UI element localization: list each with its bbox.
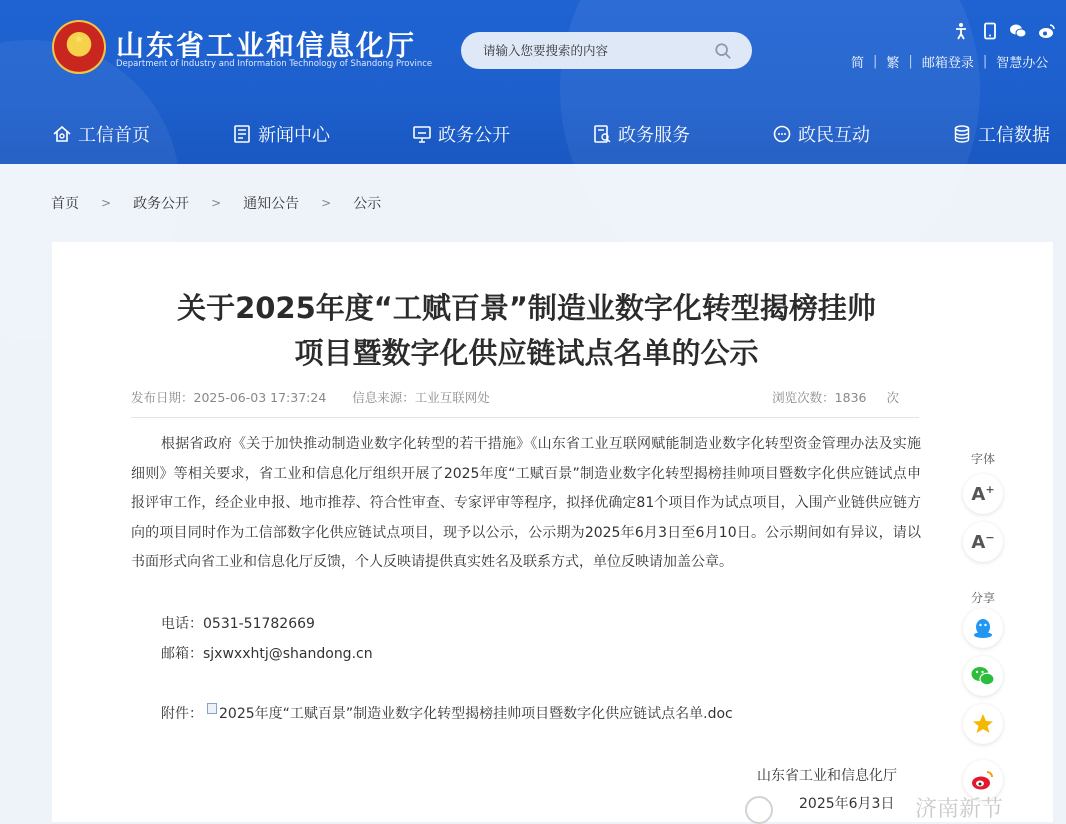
attachment-link[interactable]: 2025年度“工赋百景”制造业数字化转型揭榜挂帅项目暨数字化供应链试点名单.doc	[219, 706, 733, 722]
nav-item-industry-data[interactable]	[952, 120, 1050, 148]
nav-item-government-affairs[interactable]	[412, 120, 510, 148]
wechat-icon	[970, 664, 996, 688]
publish-date-label: 发布日期：	[131, 390, 194, 405]
font-decrease-button[interactable]: A−	[963, 522, 1003, 562]
email-login-link[interactable]: 邮箱登录	[921, 55, 974, 71]
phone-label: 电话：	[161, 616, 203, 632]
national-emblem-logo[interactable]	[52, 20, 106, 74]
breadcrumb-notices[interactable]: 通知公告	[243, 196, 300, 212]
share-label: 分享	[971, 591, 996, 605]
view-count-unit: 次	[886, 390, 899, 405]
chevron-right-icon: >	[321, 196, 332, 210]
qq-icon	[971, 616, 995, 640]
search-box	[461, 32, 752, 69]
nav-label: 工信数据	[978, 125, 1050, 146]
nav-item-home[interactable]	[52, 120, 150, 148]
service-icon	[592, 124, 612, 144]
source-label: 信息来源：	[352, 390, 415, 405]
breadcrumb-public-notice[interactable]: 公示	[353, 196, 382, 212]
email-label: 邮箱：	[161, 646, 203, 662]
article-paragraph: 根据省政府《关于加快推动制造业数字化转型的若干措施》《山东省工业互联网赋能制造业数字化转型资金管理办法及实施细则》等相关要求，省工业和信息化厅组织开展了2025年度“工赋百景”制造业数字化转型揭榜挂帅项目暨数字化供应链试点申报评审工作，经企业申报、地市推荐、符合性审查、专家评审等程序，拟择优确定81个项目作为试点项目，入围产业链供应链方向的项目同时作为工信部数字化供应链试点项目，现予以公示，公示期为2025年6月3日至6月10日。公示期间如有异议，请以书面形式向省工业和信息化厅反馈，个人反映请提供真实姓名及联系方式，单位反映请加盖公章。	[131, 436, 921, 570]
accessibility-icon[interactable]	[952, 22, 970, 40]
weibo-icon	[970, 768, 996, 792]
article-meta	[131, 388, 919, 408]
site-subtitle: Department of Industry and Information Technology of Shandong Province	[116, 59, 433, 69]
site-title[interactable]: 山东省工业和信息化厅	[116, 29, 417, 62]
nav-label: 政务公开	[438, 125, 510, 146]
watermark-text: 济南新节	[915, 797, 1004, 822]
signature: 山东省工业和信息化厅	[757, 768, 897, 784]
meta-divider	[131, 417, 919, 418]
monitor-icon	[412, 124, 432, 144]
article-title-line: 关于2025年度“工赋百景”制造业数字化转型揭榜挂帅	[177, 291, 876, 325]
nav-label: 工信首页	[78, 125, 150, 146]
share-qq-button[interactable]	[963, 608, 1003, 648]
font-size-label: 字体	[971, 452, 996, 466]
breadcrumb-government-affairs[interactable]: 政务公开	[133, 196, 190, 212]
sign-date: 2025年6月3日	[799, 796, 895, 812]
divider: |	[908, 53, 913, 69]
divider: |	[873, 53, 878, 69]
star-icon	[971, 712, 995, 736]
font-decrease-glyph: A	[971, 532, 986, 553]
attachment	[161, 703, 733, 723]
top-links	[851, 52, 1048, 70]
news-icon	[232, 124, 252, 144]
traditional-chinese-link[interactable]: 繁	[886, 55, 900, 71]
top-icon-bar	[952, 22, 1056, 42]
view-count-label: 浏览次数：	[772, 390, 835, 405]
source: 工业互联网处	[414, 390, 490, 405]
simplified-chinese-link[interactable]: 简	[851, 55, 865, 71]
chevron-right-icon: >	[211, 196, 222, 210]
nav-label: 政民互动	[798, 125, 870, 146]
nav-item-government-services[interactable]	[592, 120, 690, 148]
search-input[interactable]	[483, 32, 713, 69]
attachment-label: 附件：	[161, 706, 203, 722]
weibo-icon[interactable]	[1038, 22, 1056, 40]
divider: |	[982, 53, 988, 69]
publish-date: 2025-06-03 17:37:24	[193, 390, 327, 405]
article-body	[131, 430, 921, 578]
watermark-logo	[745, 796, 773, 824]
site-header	[0, 0, 1066, 164]
search-icon[interactable]	[714, 42, 732, 60]
nav-item-public-interaction[interactable]	[772, 120, 870, 148]
main-nav	[0, 112, 1066, 156]
font-increase-glyph: A	[971, 484, 986, 505]
home-icon	[52, 124, 72, 144]
nav-label: 政务服务	[618, 125, 690, 146]
document-icon	[207, 703, 217, 714]
article-title	[0, 286, 1053, 376]
breadcrumb	[51, 193, 381, 213]
nav-label: 新闻中心	[258, 125, 330, 146]
breadcrumb-home[interactable]: 首页	[51, 196, 79, 212]
share-wechat-button[interactable]	[963, 656, 1003, 696]
email-address: sjxwxxhtj@shandong.cn	[203, 646, 373, 662]
view-count-value: 1836	[834, 390, 867, 405]
chat-icon	[772, 124, 792, 144]
article-title-line: 项目暨数字化供应链试点名单的公示	[294, 336, 759, 370]
share-favorite-button[interactable]	[963, 704, 1003, 744]
contact-phone	[161, 613, 315, 633]
font-increase-button[interactable]: A+	[963, 474, 1003, 514]
mobile-icon[interactable]	[981, 22, 999, 40]
chevron-right-icon: >	[101, 196, 112, 210]
nav-item-news[interactable]	[232, 120, 330, 148]
smart-office-link[interactable]: 智慧办公	[996, 55, 1049, 71]
phone-number: 0531-51782669	[203, 616, 315, 632]
view-count	[772, 388, 899, 406]
database-icon	[952, 124, 972, 144]
contact-email	[161, 643, 373, 663]
wechat-icon[interactable]	[1009, 22, 1027, 40]
